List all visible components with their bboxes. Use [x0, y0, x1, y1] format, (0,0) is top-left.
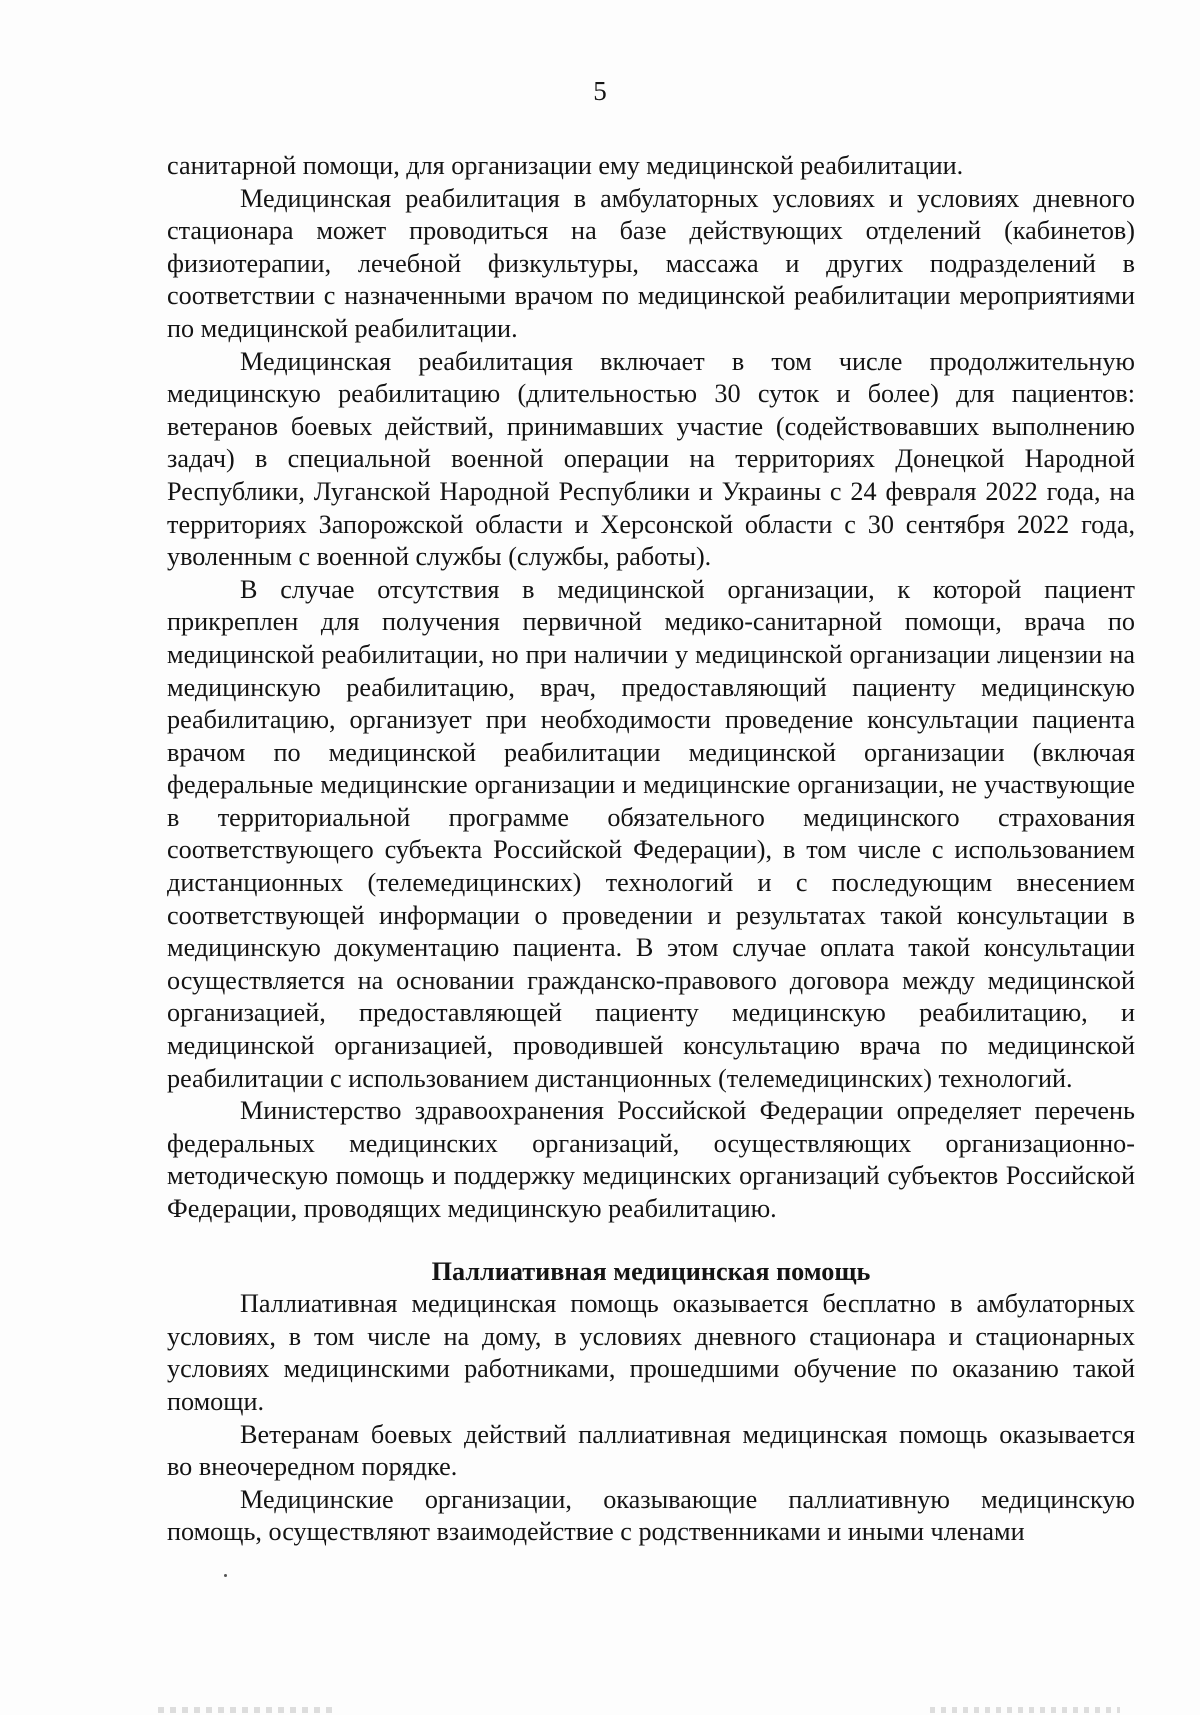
- document-body: [167, 150, 1135, 1549]
- paragraph: Ветеранам боевых действий паллиативная медицинская помощь оказывается во внеочередном порядке.: [167, 1419, 1135, 1482]
- paragraph: Медицинская реабилитация включает в том числе продолжительную медицинскую реабилитацию (длительностью 30 суток и более) для пациентов: ветеранов боевых действий, принимавших участие (содействовавших выполнению задач) в специальной военной операции на территориях Донецкой Народной Республики, Луганской Народной Республики и Украины с 24 февраля 2022 года, на территориях Запорожской области и Херсонской области с 30 сентября 2022 года, уволенным с военной службы (службы, работы).: [167, 346, 1135, 572]
- section-heading: Паллиативная медицинская помощь: [431, 1256, 871, 1286]
- paragraph: Паллиативная медицинская помощь оказывается бесплатно в амбулаторных условиях, в том числе на дому, в условиях дневного стационара и стационарных условиях медицинскими работниками, прошедшими обучение по оказанию такой помощи.: [167, 1289, 1135, 1416]
- paragraph: Медицинская реабилитация в амбулаторных условиях и условиях дневного стационара может проводиться на базе действующих отделений (кабинетов) физиотерапии, лечебной физкультуры, массажа и других подразделений в соответствии с назначенными врачом по медицинской реабилитации мероприятиями по медицинской реабилитации.: [167, 183, 1135, 343]
- paragraph: В случае отсутствия в медицинской организации, к которой пациент прикреплен для получения первичной медико-санитарной помощи, врача по медицинской реабилитации, но при наличии у медицинской организации лицензии на медицинскую реабилитацию, врач, предоставляющий пациенту медицинскую реабилитацию, организует при необходимости проведение консультации пациента врачом по медицинской реабилитации медицинской организации (включая федеральные медицинские организации и медицинские организации, не участвующие в территориальной программе обязательного медицинского страхования соответствующего субъекта Российской Федерации), в том числе с использованием дистанционных (телемедицинских) технологий и с последующим внесением соответствующей информации о проведении и результатах такой консультации в медицинскую документацию пациента. В этом случае оплата такой консультации осуществляется на основании гражданско-правового договора между медицинской организацией, предоставляющей пациенту медицинскую реабилитацию, и медицинской организацией, проводившей консультацию врача по медицинской реабилитации с использованием дистанционных (телемедицинских) технологий.: [167, 574, 1135, 1093]
- paragraph: санитарной помощи, для организации ему медицинской реабилитации.: [167, 151, 964, 180]
- scan-artifact-left: [158, 1707, 338, 1713]
- page-number: 5: [593, 76, 607, 106]
- scan-artifact-right: [930, 1707, 1120, 1713]
- paragraph: Медицинские организации, оказывающие паллиативную медицинскую помощь, осуществляют взаимодействие с родственниками и иными членами: [167, 1484, 1135, 1547]
- scan-speck: [224, 1574, 227, 1577]
- paragraph: Министерство здравоохранения Российской Федерации определяет перечень федеральных медицинских организаций, осуществляющих организационно-методическую помощь и поддержку медицинских организаций субъектов Российской Федерации, проводящих медицинскую реабилитацию.: [167, 1096, 1135, 1223]
